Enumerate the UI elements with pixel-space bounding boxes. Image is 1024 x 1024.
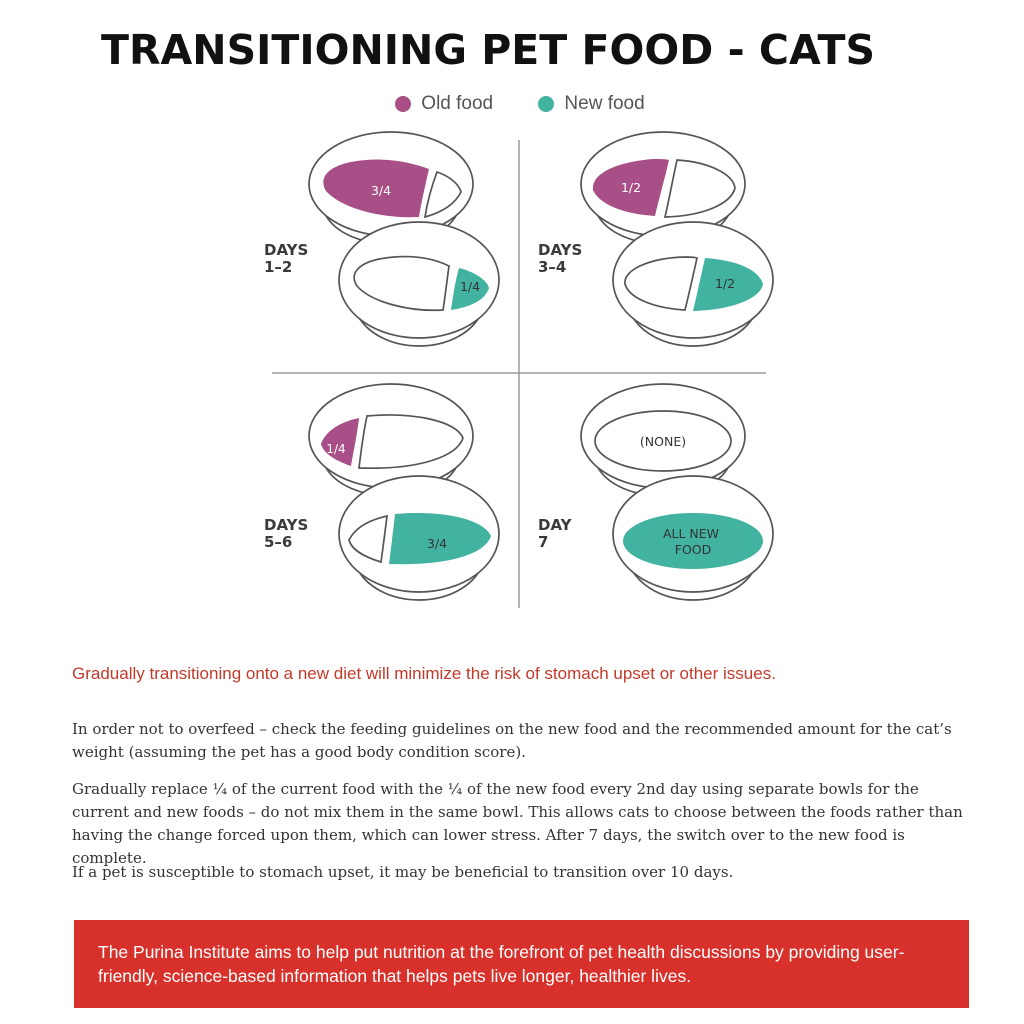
headline: Gradually transitioning onto a new diet will minimize the risk of stomach upset or other issues. (72, 664, 776, 683)
paragraph-stomach: If a pet is susceptible to stomach upset, it may be beneficial to transition over 10 days. (72, 863, 734, 881)
old-food-label: 1/4 (326, 442, 346, 456)
days-label-1-2: DAYS 1–2 (264, 241, 309, 276)
paragraph-replace: Gradually replace ¼ of the current food with the ¼ of the new food every 2nd day using separate bowls for the current and new foods – do not mix them in the same bowl. This allows cats to choose between the foods rather than having the change forced upon them, which can lower stress. After 7 days, the switch over to the new food is complete. (72, 780, 963, 867)
days-label-5-6: DAYS 5–6 (264, 516, 309, 551)
days-label-3-4: DAYS 3–4 (538, 241, 583, 276)
old-food-label: 3/4 (370, 183, 392, 198)
legend-old-label: Old food (421, 93, 494, 114)
new-food-label: 3/4 (426, 536, 448, 551)
new-food-portion (623, 513, 763, 569)
days-label-7: DAY 7 (538, 516, 572, 551)
new-food-label-line1: ALL NEW (662, 526, 720, 541)
old-food-label: (NONE) (639, 434, 687, 449)
bowl-days-5-6-new (339, 476, 499, 600)
legend-new-label: New food (564, 93, 645, 114)
new-food-label: 1/2 (714, 276, 736, 291)
bowl-day-7-new (613, 476, 773, 600)
old-food-label: 1/2 (620, 180, 642, 195)
paragraph-overfeed: In order not to overfeed – check the feeding guidelines on the new food and the recommended amount for the cat’s weight (assuming the pet has a good body condition score). (72, 720, 952, 761)
new-food-label-line2: FOOD (674, 542, 712, 557)
page-title: TRANSITIONING PET FOOD - CATS (101, 26, 875, 74)
banner-text: The Purina Institute aims to help put nutrition at the forefront of pet health discussions by providing user-friendly, science-based information that helps pets live longer, healthier lives. (98, 942, 905, 986)
bowl-days-1-2-new (339, 222, 499, 346)
purina-banner (74, 920, 969, 1008)
bowl-days-3-4-new (613, 222, 773, 346)
new-food-label: 1/4 (459, 279, 481, 294)
